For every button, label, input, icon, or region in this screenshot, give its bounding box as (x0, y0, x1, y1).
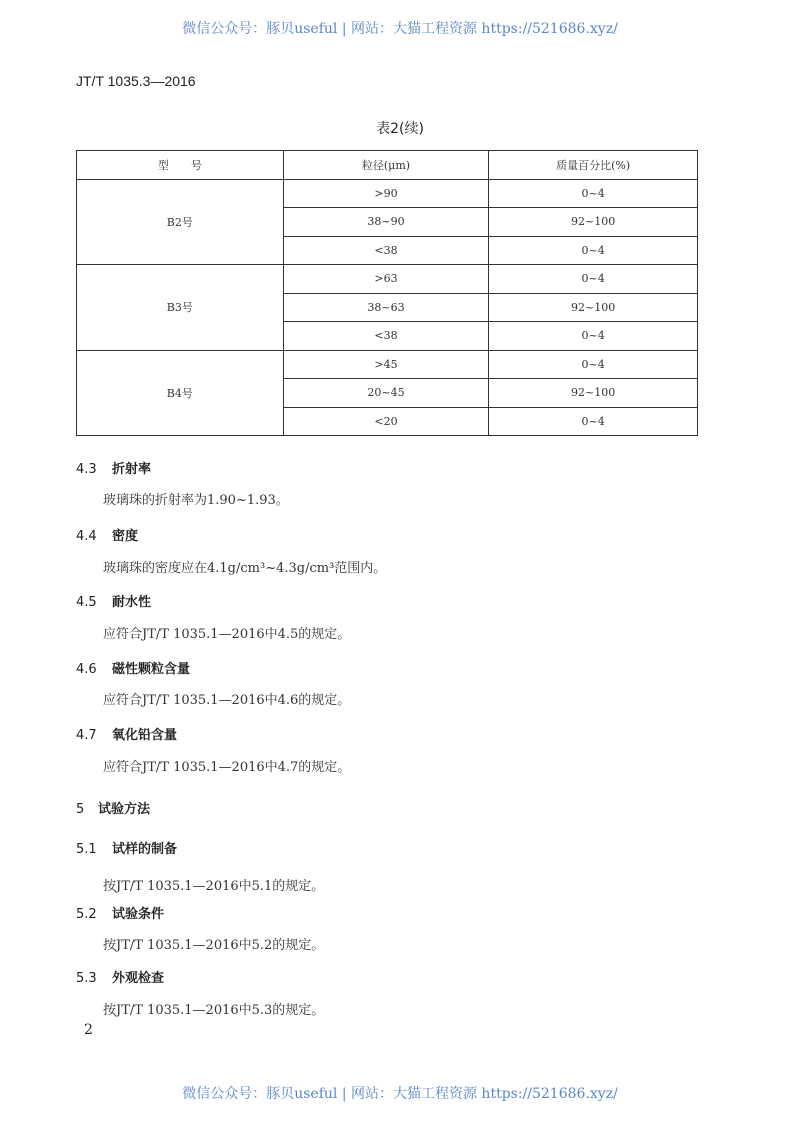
cell-size: <20 (283, 407, 489, 436)
section-title: 磁性颗粒含量 (112, 662, 191, 677)
section-body: 应符合JT/T 1035.1—2016中4.7的规定。 (103, 760, 351, 775)
section-title: 试验方法 (98, 802, 151, 817)
cell-size: 20~45 (283, 379, 489, 408)
cell-type: B3号 (77, 265, 284, 351)
section-heading (76, 525, 138, 544)
cell-size: <38 (283, 236, 489, 265)
cell-size: >63 (283, 265, 489, 294)
page-number: 2 (84, 1022, 93, 1038)
section-body: 应符合JT/T 1035.1—2016中4.5的规定。 (103, 627, 351, 642)
section-body: 按JT/T 1035.1—2016中5.1的规定。 (103, 879, 325, 894)
table-caption: 表2(续) (376, 121, 424, 137)
cell-size: <38 (283, 322, 489, 351)
cell-size: 38~63 (283, 293, 489, 322)
cell-percent: 0~4 (489, 236, 698, 265)
table-row (77, 265, 698, 294)
section-body: 应符合JT/T 1035.1—2016中4.6的规定。 (103, 693, 351, 708)
section-number: 4.6 (76, 662, 97, 677)
cell-size: >90 (283, 179, 489, 208)
section-body: 按JT/T 1035.1—2016中5.3的规定。 (103, 1003, 325, 1018)
section-number: 5.2 (76, 907, 97, 922)
section-body: 玻璃珠的密度应在4.1g/cm³~4.3g/cm³范围内。 (103, 561, 387, 576)
cell-percent: 0~4 (489, 407, 698, 436)
table-row (77, 179, 698, 208)
section-title: 外观检查 (112, 971, 165, 986)
cell-size: >45 (283, 350, 489, 379)
header-size: 粒径(μm) (283, 151, 489, 180)
particle-size-table (76, 150, 698, 436)
section-number: 4.7 (76, 728, 97, 743)
section-title: 试样的制备 (112, 842, 178, 857)
section-number: 5.3 (76, 971, 97, 986)
watermark-bottom: 微信公众号：豚贝useful | 网站：大猫工程资源 https://521686.xyz/ (182, 1086, 618, 1102)
cell-size: 38~90 (283, 208, 489, 237)
section-number: 4.4 (76, 529, 97, 544)
section-body: 按JT/T 1035.1—2016中5.2的规定。 (103, 938, 325, 953)
cell-percent: 0~4 (489, 322, 698, 351)
table-header-row (77, 151, 698, 180)
section-heading (76, 724, 177, 743)
section-title: 试验条件 (112, 907, 165, 922)
cell-percent: 0~4 (489, 179, 698, 208)
header-percent: 质量百分比(%) (489, 151, 698, 180)
cell-percent: 92~100 (489, 379, 698, 408)
section-number: 5.1 (76, 842, 97, 857)
section-title: 耐水性 (112, 595, 152, 610)
standard-id: JT/T 1035.3—2016 (76, 73, 196, 89)
cell-percent: 92~100 (489, 293, 698, 322)
cell-type: B4号 (77, 350, 284, 436)
section-body: 玻璃珠的折射率为1.90~1.93。 (103, 493, 289, 508)
header-type: 型 号 (77, 151, 284, 180)
section-title: 密度 (112, 529, 139, 544)
section-heading (76, 798, 150, 817)
section-heading (76, 967, 164, 986)
cell-percent: 92~100 (489, 208, 698, 237)
watermark-top: 微信公众号：豚贝useful | 网站：大猫工程资源 https://521686.xyz/ (182, 21, 618, 37)
section-heading (76, 838, 177, 857)
section-title: 折射率 (112, 462, 152, 477)
section-heading (76, 658, 190, 677)
cell-percent: 0~4 (489, 350, 698, 379)
section-number: 5 (76, 802, 85, 817)
section-heading (76, 903, 164, 922)
cell-percent: 0~4 (489, 265, 698, 294)
section-title: 氧化铅含量 (112, 728, 178, 743)
section-number: 4.3 (76, 462, 97, 477)
cell-type: B2号 (77, 179, 284, 265)
table-row (77, 350, 698, 379)
section-heading (76, 591, 151, 610)
section-heading (76, 458, 151, 477)
section-number: 4.5 (76, 595, 97, 610)
